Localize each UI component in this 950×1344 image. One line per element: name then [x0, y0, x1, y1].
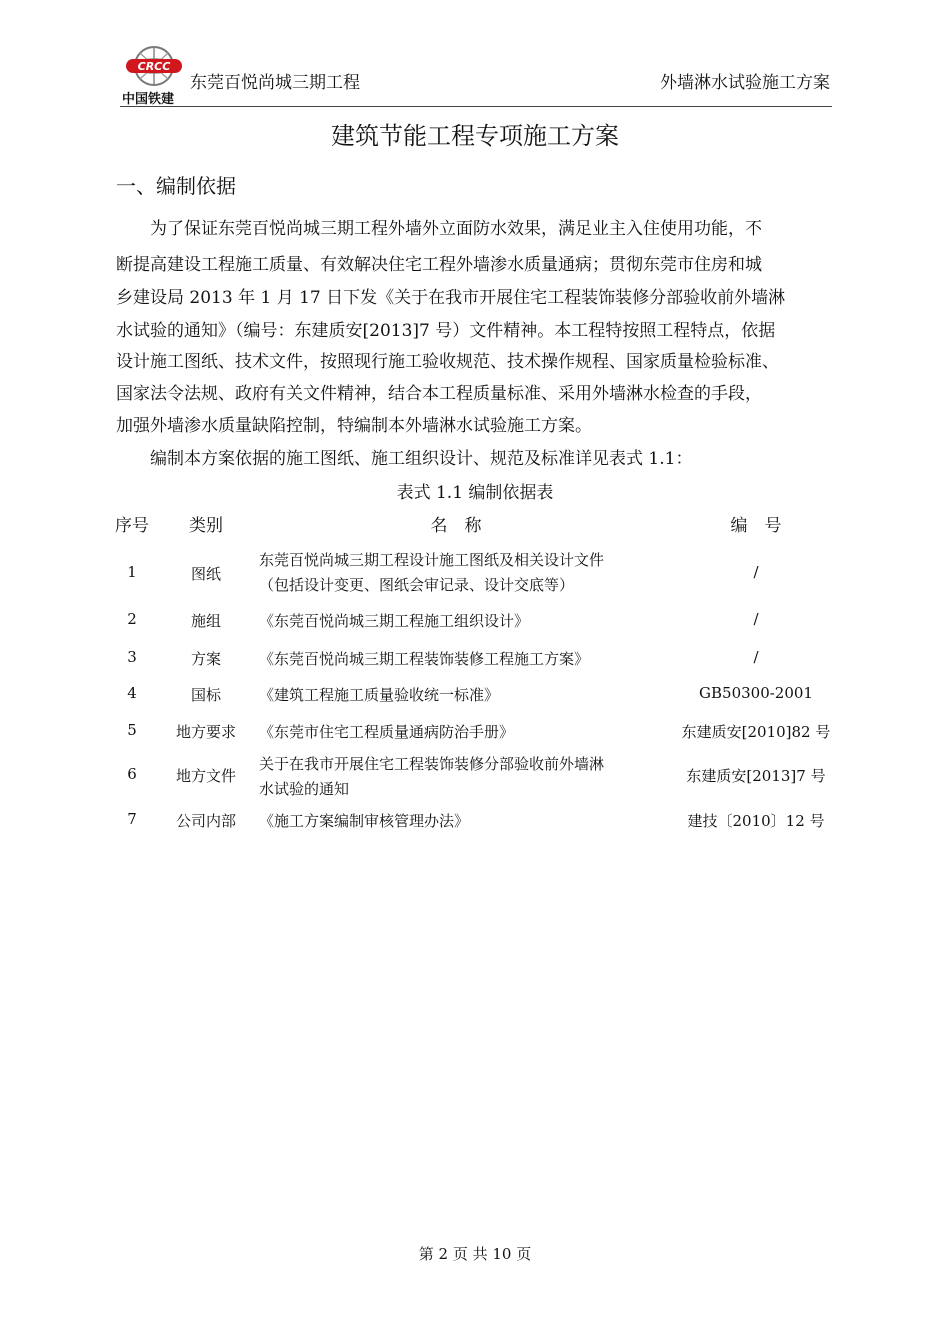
- cell-category: 地方文件: [175, 767, 236, 785]
- header-document-name: 外墙淋水试验施工方案: [660, 73, 830, 93]
- cell-num: 6: [127, 765, 137, 783]
- header-num: 序号: [115, 516, 149, 536]
- cell-name: 《建筑工程施工质量验收统一标准》: [259, 686, 500, 704]
- cell-code: /: [753, 610, 759, 628]
- cell-name: 东莞百悦尚城三期工程设计施工图纸及相关设计文件 （包括设计变更、图纸会审记录、设计交底等）: [259, 551, 605, 594]
- cell-name: 关于在我市开展住宅工程装饰装修分部验收前外墙淋 水试验的通知: [259, 755, 605, 798]
- cell-code: /: [753, 648, 759, 666]
- cell-category: 方案: [190, 650, 221, 668]
- cell-category: 图纸: [190, 565, 221, 583]
- cell-name: 《东莞百悦尚城三期工程装饰装修工程施工方案》: [259, 650, 590, 668]
- cell-code: 东建质安[2010]82 号: [681, 723, 831, 741]
- cell-name: 《东莞百悦尚城三期工程施工组织设计》: [259, 612, 530, 630]
- cell-num: 5: [127, 721, 137, 739]
- paragraph-line: 国家法令法规、政府有关文件精神，结合本工程质量标准、采用外墙淋水检查的手段，: [116, 384, 762, 404]
- cell-code: GB50300-2001: [699, 684, 813, 702]
- cell-num: 2: [127, 610, 137, 628]
- header-name: 名 称: [430, 516, 482, 536]
- page-header: [120, 44, 832, 107]
- page-footer: 第 2 页 共 10 页: [418, 1245, 532, 1263]
- paragraph-line: 乡建设局 2013 年 1 月 17 日下发《关于在我市开展住宅工程装饰装修分部验收前外墙淋: [116, 288, 786, 308]
- cell-code: /: [753, 563, 759, 581]
- header-code: 编 号: [730, 516, 782, 536]
- cell-category: 施组: [190, 612, 221, 630]
- cell-category: 地方要求: [175, 723, 236, 741]
- cell-num: 1: [127, 563, 137, 581]
- cell-num: 7: [127, 810, 137, 828]
- section-heading: 一、编制依据: [116, 174, 236, 198]
- cell-code: 建技〔2010〕12 号: [687, 812, 825, 830]
- cell-num: 3: [127, 648, 137, 666]
- cell-code: 东建质安[2013]7 号: [686, 767, 826, 785]
- header-category: 类别: [189, 516, 223, 536]
- cell-name: 《东莞市住宅工程质量通病防治手册》: [259, 723, 515, 741]
- paragraph-line: 设计施工图纸、技术文件，按照现行施工验收规范、技术操作规程、国家质量检验标准、: [116, 352, 779, 372]
- logo-text: 中国铁建: [122, 92, 175, 107]
- table-caption: 表式 1.1 编制依据表: [396, 483, 554, 503]
- paragraph-line: 水试验的通知》（编号：东建质安[2013]7 号）文件精神。本工程特按照工程特点，依据: [116, 321, 776, 341]
- document-title: 建筑节能工程专项施工方案: [331, 122, 619, 150]
- cell-name: 《施工方案编制审核管理办法》: [259, 812, 470, 830]
- header-project-name: 东莞百悦尚城三期工程: [190, 73, 360, 93]
- cell-num: 4: [127, 684, 137, 702]
- paragraph-line: 编制本方案依据的施工图纸、施工组织设计、规范及标准详见表式 1.1：: [116, 449, 693, 469]
- svg-text:CRCC: CRCC: [137, 60, 171, 73]
- paragraph-line: 为了保证东莞百悦尚城三期工程外墙外立面防水效果，满足业主入住使用功能，不: [116, 219, 762, 239]
- cell-category: 公司内部: [175, 812, 236, 830]
- cell-category: 国标: [190, 686, 221, 704]
- paragraph-line: 加强外墙渗水质量缺陷控制，特编制本外墙淋水试验施工方案。: [116, 416, 592, 436]
- paragraph-line: 断提高建设工程施工质量、有效解决住宅工程外墙渗水质量通病；贯彻东莞市住房和城: [116, 255, 762, 275]
